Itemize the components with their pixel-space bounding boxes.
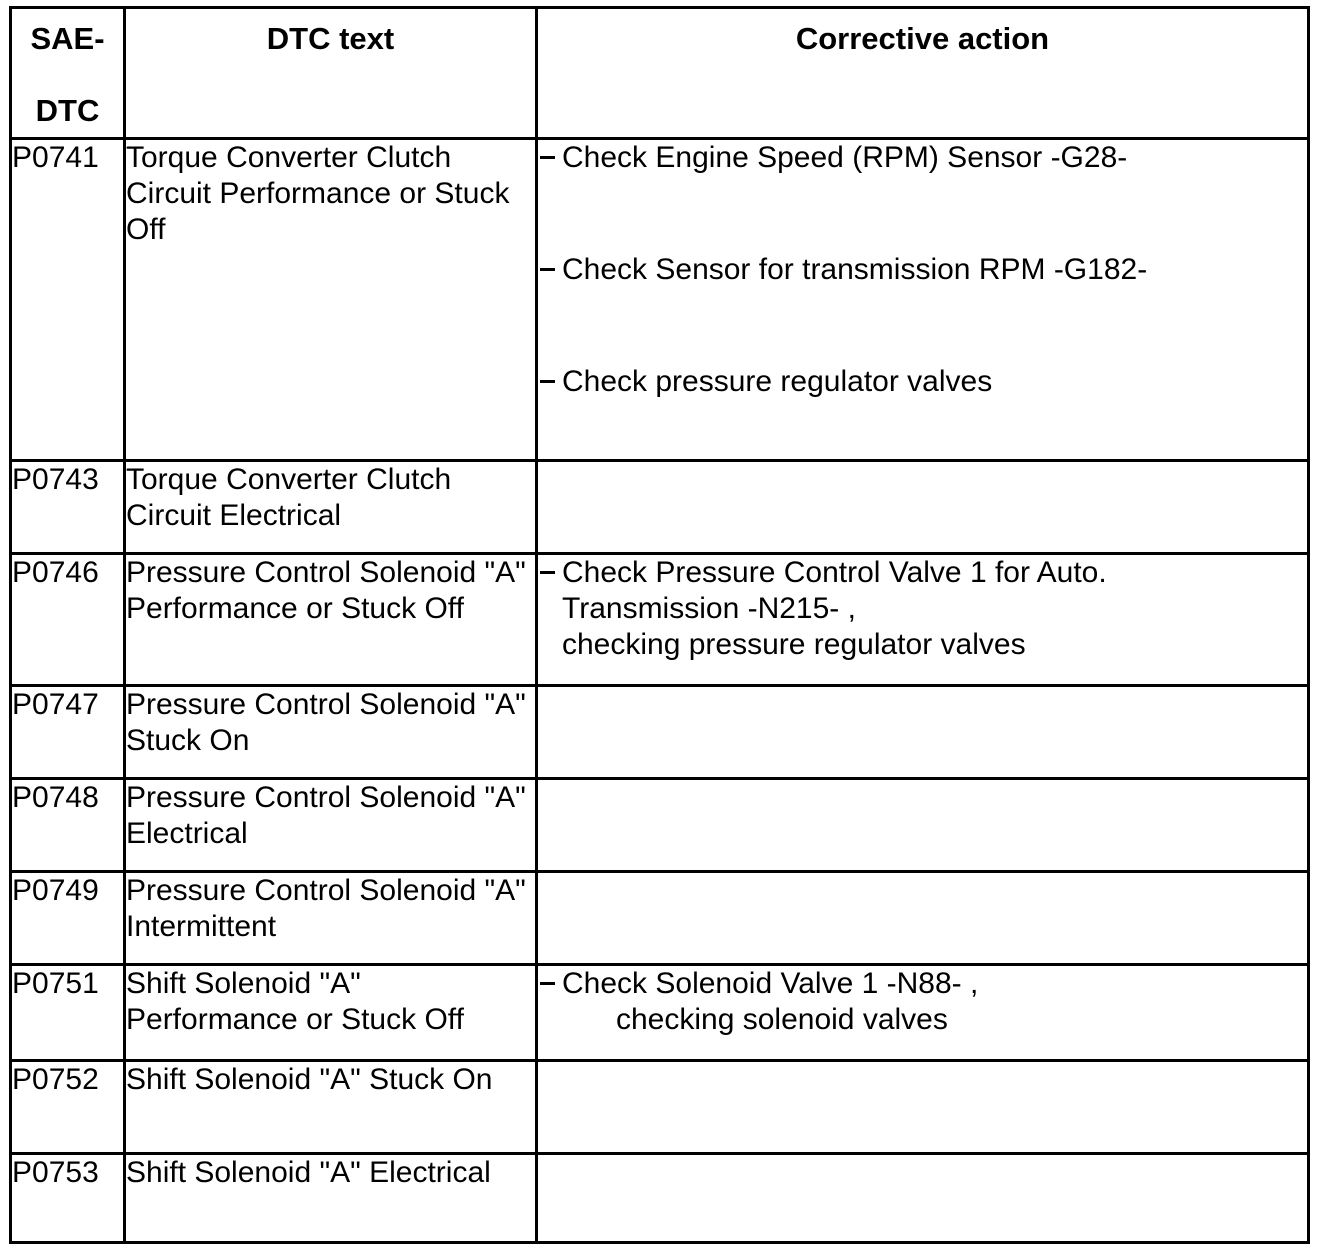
corrective-action-cell [537,1061,1309,1154]
dtc-code: P0746 [11,554,125,686]
table-row [11,139,1309,461]
dtc-code: P0741 [11,139,125,461]
dash-bullet-icon [540,268,555,271]
corrective-action-cell [537,1154,1309,1243]
dtc-code: P0749 [11,872,125,965]
table-row [11,554,1309,686]
action-item [538,140,1307,176]
dtc-description: Pressure Control Solenoid "A" Intermittent [125,872,537,965]
table-row [11,686,1309,779]
action-line: Check Solenoid Valve 1 -N88- , [562,967,979,1000]
action-line: Check Pressure Control Valve 1 for Auto. [562,556,1107,589]
dash-bullet-icon [540,156,555,159]
table-row [11,872,1309,965]
corrective-action-cell [537,139,1309,461]
action-line: Transmission -N215- , [562,592,856,625]
corrective-action-cell [537,686,1309,779]
dash-bullet-icon [540,380,555,383]
dash-bullet-icon [540,571,555,574]
corrective-action-cell [537,965,1309,1061]
dash-bullet-icon [540,982,555,985]
dtc-description: Shift Solenoid "A" Electrical [125,1154,537,1243]
dtc-description: Torque Converter Clutch Circuit Performance or Stuck Off [125,139,537,461]
header-row [11,8,1309,139]
header-sae-dtc [11,8,125,139]
corrective-action-cell [537,461,1309,554]
corrective-action-cell [537,554,1309,686]
action-item [538,966,1307,1038]
table-row [11,965,1309,1061]
action-item [538,252,1307,288]
header-sae-dtc-line2: DTC [35,93,100,128]
corrective-action-cell [537,779,1309,872]
table-row [11,1154,1309,1243]
dtc-description: Shift Solenoid "A" Performance or Stuck Off [125,965,537,1061]
table-row [11,1061,1309,1154]
header-corrective-action: Corrective action [537,8,1309,139]
action-line: checking solenoid valves [616,1003,948,1036]
dtc-description: Pressure Control Solenoid "A" Electrical [125,779,537,872]
action-line: Check pressure regulator valves [562,365,993,398]
dtc-code: P0752 [11,1061,125,1154]
dtc-description: Torque Converter Clutch Circuit Electrical [125,461,537,554]
dtc-table [9,6,1310,1244]
action-item [538,364,1307,400]
dtc-code: P0753 [11,1154,125,1243]
dtc-description: Pressure Control Solenoid "A" Performance or Stuck Off [125,554,537,686]
table-row [11,461,1309,554]
dtc-description: Pressure Control Solenoid "A" Stuck On [125,686,537,779]
action-line: Check Engine Speed (RPM) Sensor -G28- [562,141,1128,174]
dtc-code: P0748 [11,779,125,872]
dtc-code: P0747 [11,686,125,779]
action-line: Check Sensor for transmission RPM -G182- [562,253,1148,286]
action-line: checking pressure regulator valves [562,628,1026,661]
header-sae-dtc-line1: SAE- [30,21,105,56]
dtc-code: P0743 [11,461,125,554]
dtc-code: P0751 [11,965,125,1061]
header-dtc-text: DTC text [125,8,537,139]
dtc-description: Shift Solenoid "A" Stuck On [125,1061,537,1154]
table-row [11,779,1309,872]
action-item [538,555,1307,663]
corrective-action-cell [537,872,1309,965]
